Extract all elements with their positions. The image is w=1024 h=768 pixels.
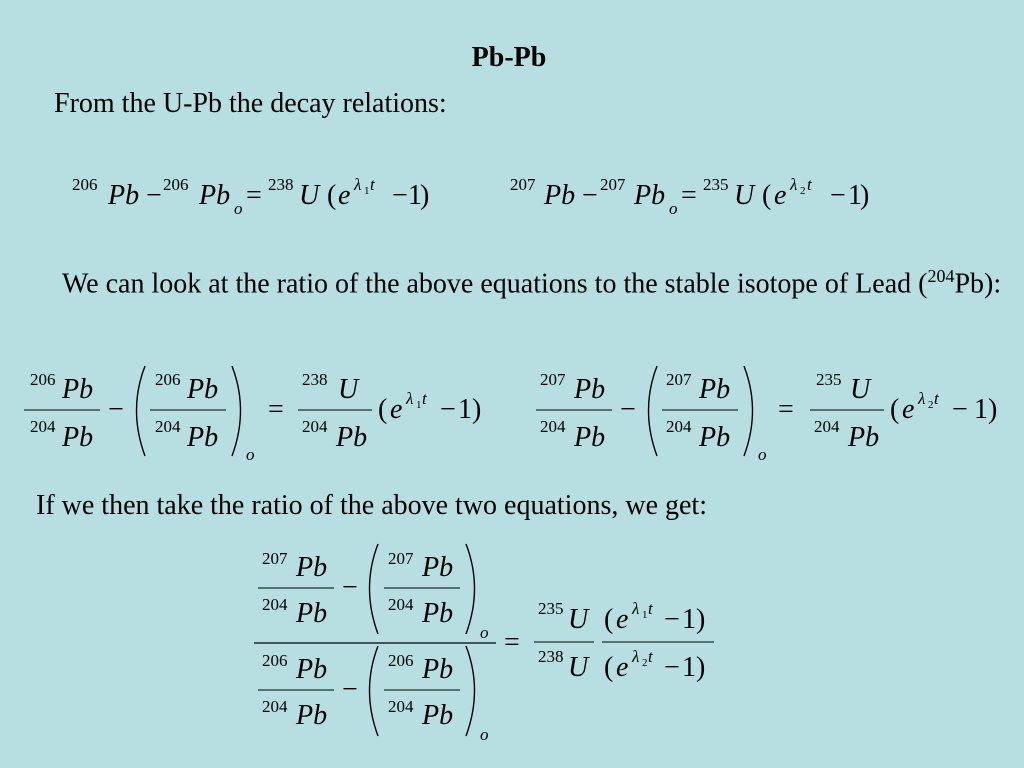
svg-text:o: o <box>234 199 243 218</box>
svg-text:1: 1 <box>408 180 422 211</box>
svg-text:): ) <box>988 394 998 425</box>
svg-text:204: 204 <box>388 595 414 614</box>
svg-text:2: 2 <box>928 399 934 411</box>
svg-text:1: 1 <box>974 394 988 425</box>
svg-text:(: ( <box>378 394 388 425</box>
svg-text:Pb: Pb <box>422 598 454 629</box>
svg-text:t: t <box>422 389 427 408</box>
svg-text:U: U <box>568 604 589 635</box>
svg-text:204: 204 <box>262 697 288 716</box>
svg-text:1: 1 <box>682 604 696 635</box>
svg-text:Pb: Pb <box>544 180 576 211</box>
svg-text:1: 1 <box>682 652 696 683</box>
svg-text:Pb: Pb <box>296 598 328 629</box>
svg-text:e: e <box>616 604 629 635</box>
combined-numerator <box>258 544 489 642</box>
svg-text:Pb: Pb <box>699 374 731 405</box>
svg-text:): ) <box>420 180 430 211</box>
svg-text:U: U <box>299 180 320 211</box>
intro-text: From the U-Pb the decay relations: <box>54 88 447 119</box>
svg-text:): ) <box>696 604 706 635</box>
svg-text:): ) <box>860 180 870 211</box>
svg-text:e: e <box>390 394 403 425</box>
svg-text:Pb: Pb <box>296 654 328 685</box>
svg-text:−: − <box>108 394 124 425</box>
slide-title: Pb-Pb <box>471 42 547 73</box>
svg-text:Pb: Pb <box>574 422 606 453</box>
svg-text:204: 204 <box>262 595 288 614</box>
svg-text:U: U <box>568 652 589 683</box>
svg-text:): ) <box>696 652 706 683</box>
svg-text:206: 206 <box>72 175 98 194</box>
ratio-equations <box>0 360 1024 470</box>
svg-text:−: − <box>392 180 408 211</box>
svg-text:Pb: Pb <box>296 552 328 583</box>
svg-text:λ: λ <box>354 175 362 194</box>
svg-text:Pb: Pb <box>62 374 94 405</box>
svg-text:Pb: Pb <box>199 180 231 211</box>
svg-text:o: o <box>758 445 767 464</box>
svg-text:206: 206 <box>262 651 288 670</box>
svg-text:Pb: Pb <box>336 422 368 453</box>
svg-text:−: − <box>952 394 968 425</box>
svg-text:207: 207 <box>510 175 536 194</box>
svg-text:Pb: Pb <box>296 700 328 731</box>
svg-text:(: ( <box>890 394 900 425</box>
svg-text:204: 204 <box>155 417 181 436</box>
svg-text:=: = <box>246 180 262 211</box>
svg-text:U: U <box>734 180 755 211</box>
final-text: If we then take the ratio of the above two equations, we get: <box>36 490 707 521</box>
svg-text:o: o <box>246 445 255 464</box>
svg-text:−: − <box>342 674 358 705</box>
svg-text:(: ( <box>762 180 772 211</box>
svg-text:λ: λ <box>406 389 414 408</box>
svg-text:204: 204 <box>666 417 692 436</box>
svg-text:204: 204 <box>540 417 566 436</box>
svg-text:(: ( <box>604 652 614 683</box>
svg-text:238: 238 <box>268 175 294 194</box>
svg-text:207: 207 <box>666 370 692 389</box>
svg-text:1: 1 <box>848 180 862 211</box>
svg-text:−: − <box>342 572 358 603</box>
svg-text:Pb: Pb <box>422 654 454 685</box>
svg-text:Pb: Pb <box>848 422 880 453</box>
svg-text:1: 1 <box>416 399 422 411</box>
svg-text:206: 206 <box>388 651 414 670</box>
svg-text:t: t <box>370 175 375 194</box>
decay-equations <box>0 168 1024 228</box>
svg-text:Pb: Pb <box>699 422 731 453</box>
svg-text:=: = <box>504 627 520 658</box>
ratio-equation-206 <box>24 366 481 464</box>
svg-text:U: U <box>850 374 871 405</box>
svg-text:−: − <box>830 180 846 211</box>
svg-text:t: t <box>648 599 653 618</box>
svg-text:206: 206 <box>155 370 181 389</box>
svg-text:204: 204 <box>302 417 328 436</box>
exponential-ratio <box>602 599 714 683</box>
svg-text:206: 206 <box>30 370 56 389</box>
svg-text:238: 238 <box>538 647 564 666</box>
svg-text:): ) <box>472 394 482 425</box>
svg-text:235: 235 <box>703 175 729 194</box>
svg-text:λ: λ <box>632 599 640 618</box>
svg-text:λ: λ <box>632 647 640 666</box>
decay-equation-206 <box>72 175 429 218</box>
svg-text:Pb: Pb <box>108 180 140 211</box>
ratio-text: We can look at the ratio of the above equations to the stable isotope of Lead ($^{204}$Pb): <box>62 266 1002 300</box>
svg-text:−: − <box>620 394 636 425</box>
svg-text:=: = <box>778 394 794 425</box>
svg-text:207: 207 <box>262 549 288 568</box>
svg-text:207: 207 <box>388 549 414 568</box>
svg-text:206: 206 <box>163 175 189 194</box>
svg-text:204: 204 <box>30 417 56 436</box>
ratio-equation-207 <box>536 366 997 464</box>
svg-text:1: 1 <box>364 185 370 197</box>
svg-text:Pb: Pb <box>187 374 219 405</box>
svg-text:e: e <box>338 180 351 211</box>
svg-text:o: o <box>480 725 489 744</box>
svg-text:λ: λ <box>918 389 926 408</box>
svg-text:=: = <box>681 180 697 211</box>
svg-text:o: o <box>480 623 489 642</box>
combined-equation <box>0 540 1024 755</box>
svg-text:t: t <box>807 175 812 194</box>
svg-text:1: 1 <box>458 394 472 425</box>
svg-text:2: 2 <box>800 185 806 197</box>
svg-text:−: − <box>664 604 680 635</box>
svg-text:235: 235 <box>538 599 564 618</box>
svg-text:−: − <box>582 180 598 211</box>
svg-text:204: 204 <box>814 417 840 436</box>
svg-text:λ: λ <box>790 175 798 194</box>
svg-text:−: − <box>440 394 456 425</box>
svg-text:e: e <box>902 394 915 425</box>
svg-text:204: 204 <box>388 697 414 716</box>
svg-text:U: U <box>338 374 359 405</box>
svg-text:Pb: Pb <box>634 180 666 211</box>
uranium-ratio <box>534 599 594 683</box>
decay-equation-207 <box>510 175 869 218</box>
svg-text:2: 2 <box>642 657 648 669</box>
svg-text:1: 1 <box>642 609 648 621</box>
svg-text:t: t <box>934 389 939 408</box>
svg-text:e: e <box>774 180 787 211</box>
svg-text:(: ( <box>604 604 614 635</box>
svg-text:e: e <box>616 652 629 683</box>
svg-text:o: o <box>669 199 678 218</box>
combined-denominator <box>258 646 489 744</box>
svg-text:Pb: Pb <box>574 374 606 405</box>
svg-text:207: 207 <box>540 370 566 389</box>
svg-text:t: t <box>648 647 653 666</box>
svg-text:Pb: Pb <box>422 552 454 583</box>
svg-text:207: 207 <box>600 175 626 194</box>
svg-text:Pb: Pb <box>62 422 94 453</box>
svg-text:235: 235 <box>816 370 842 389</box>
svg-text:=: = <box>268 394 284 425</box>
svg-text:Pb: Pb <box>422 700 454 731</box>
svg-text:Pb: Pb <box>187 422 219 453</box>
svg-text:−: − <box>146 180 162 211</box>
svg-text:(: ( <box>327 180 337 211</box>
svg-text:238: 238 <box>302 370 328 389</box>
svg-text:−: − <box>664 652 680 683</box>
